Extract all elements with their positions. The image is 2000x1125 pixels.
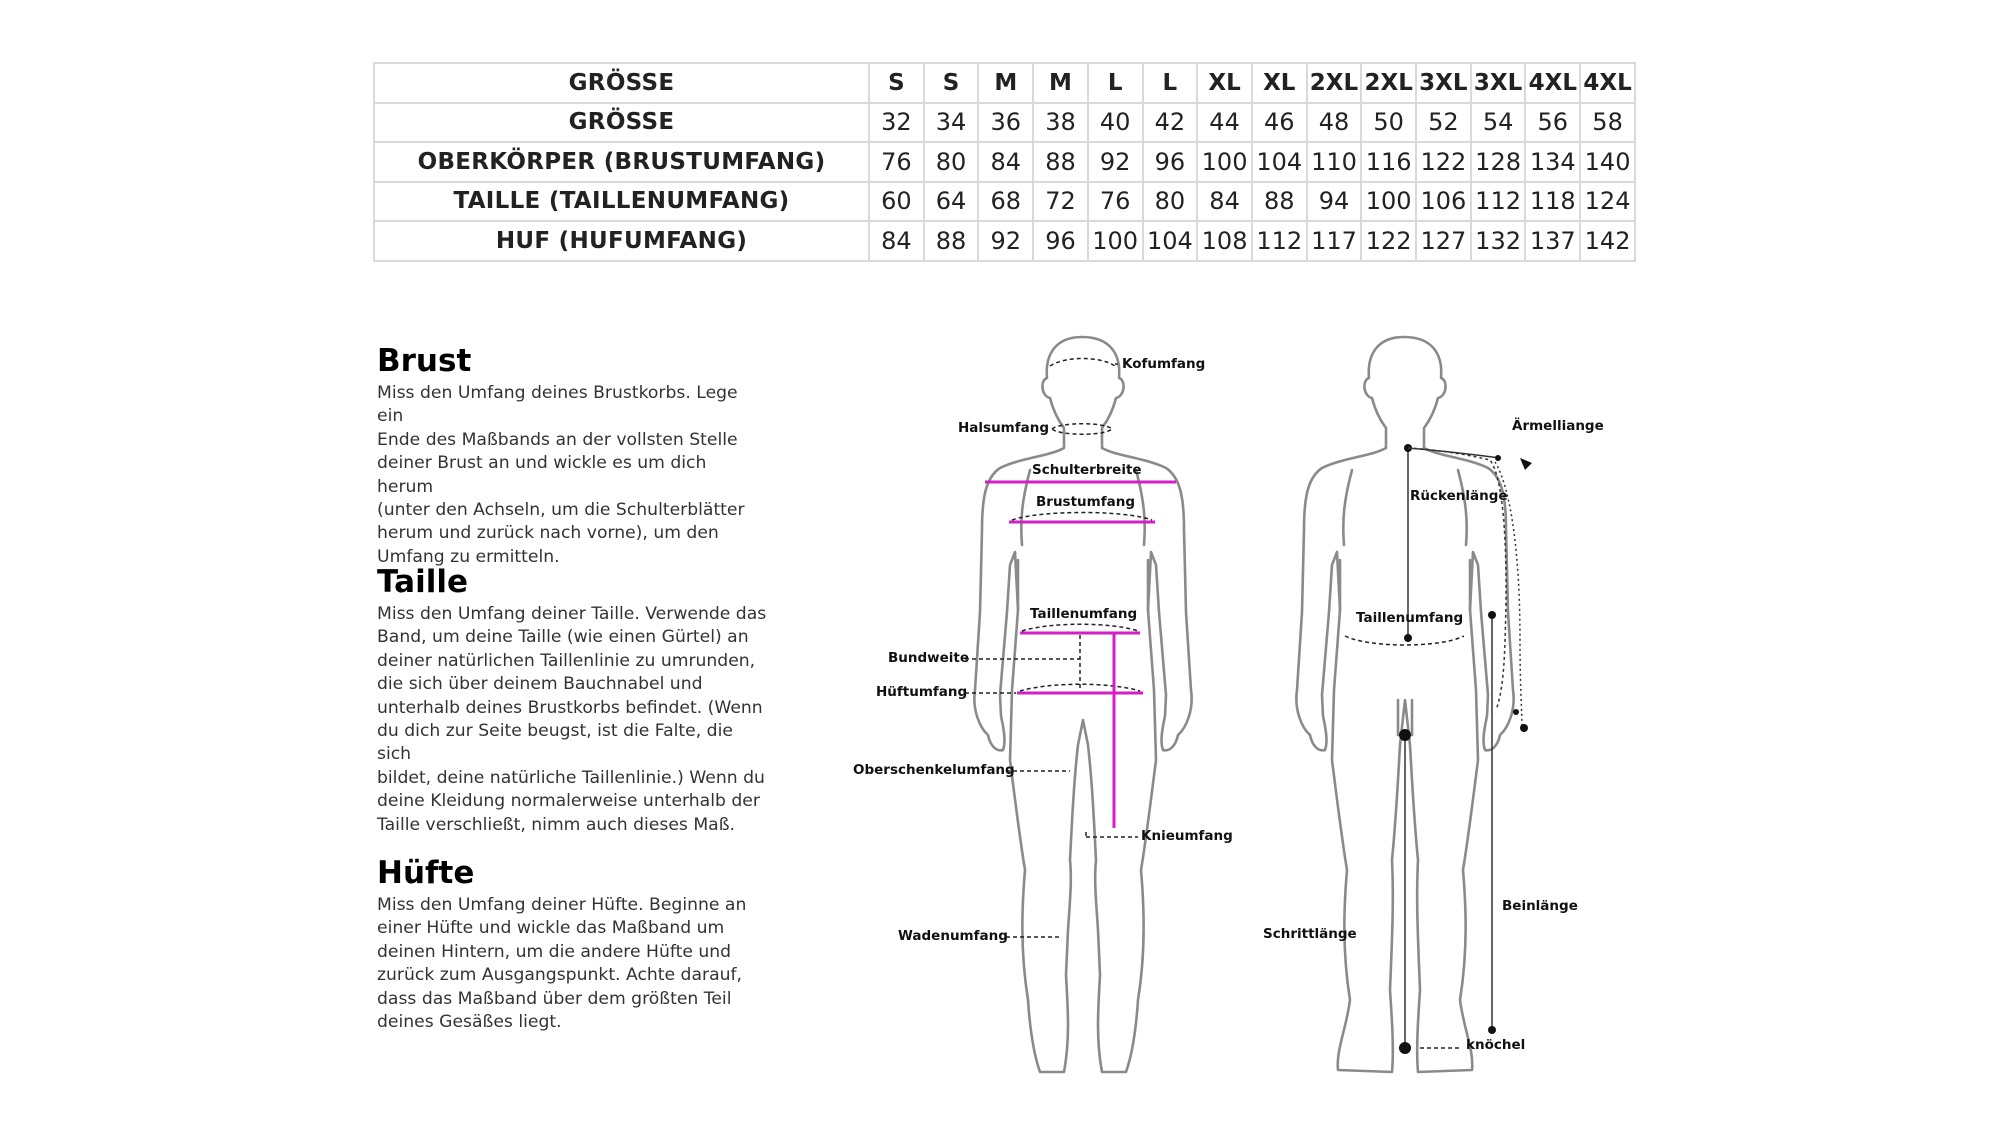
table-cell: 38 [1033, 103, 1088, 143]
table-cell: 88 [924, 221, 979, 261]
sleeve-start-dot [1495, 455, 1501, 461]
text-line: Miss den Umfang deiner Hüfte. Beginne an [377, 895, 747, 915]
head-measure-line [1050, 359, 1115, 367]
text-line: deiner natürlichen Taillenlinie zu umrunden, [377, 650, 756, 671]
table-cell: 80 [924, 142, 979, 182]
table-cell: 32 [869, 103, 924, 143]
table-cell: 76 [869, 142, 924, 182]
table-cell: 92 [978, 221, 1033, 261]
label-hueftumfang: Hüftumfang [876, 684, 968, 700]
text-line: die sich über deinem Bauchnabel und [377, 674, 703, 695]
table-cell: 76 [1088, 182, 1143, 222]
table-cell: 117 [1307, 221, 1362, 261]
table-cell: 56 [1525, 103, 1580, 143]
sleeve-mid-dot [1513, 709, 1519, 715]
table-cell: 134 [1525, 142, 1580, 182]
label-beinlaenge: Beinlänge [1502, 898, 1578, 914]
text-line: (unter den Achseln, um die Schulterblätter [377, 500, 745, 521]
table-cell: 140 [1580, 142, 1635, 182]
table-cell: 127 [1416, 221, 1471, 261]
table-cell: 100 [1197, 142, 1252, 182]
section-title-taille: Taille [377, 564, 468, 600]
table-cell: 118 [1525, 182, 1580, 222]
table-cell: 96 [1143, 142, 1198, 182]
table-cell: 112 [1252, 221, 1307, 261]
chest-arc [1012, 513, 1152, 521]
text-line: deines Gesäßes liegt. [377, 1012, 562, 1033]
row-header: GRÖSSE [374, 103, 869, 143]
table-cell: 84 [869, 221, 924, 261]
table-cell: 104 [1143, 221, 1198, 261]
label-aermellaenge: Ärmelliange [1512, 418, 1604, 434]
text-line: Taille verschließt, nimm auch dieses Maß. [377, 814, 735, 835]
table-cell: 3XL [1471, 63, 1526, 103]
table-cell: 2XL [1307, 63, 1362, 103]
label-halsumfang: Halsumfang [958, 420, 1050, 436]
section-title-huefte: Hüfte [377, 855, 475, 891]
table-cell: 132 [1471, 221, 1526, 261]
table-cell: 36 [978, 103, 1033, 143]
table-cell: 96 [1033, 221, 1088, 261]
table-cell: 108 [1197, 221, 1252, 261]
table-cell: 40 [1088, 103, 1143, 143]
table-cell: 116 [1361, 142, 1416, 182]
table-cell: 44 [1197, 103, 1252, 143]
text-line: Miss den Umfang deines Brustkorbs. Lege ein [377, 383, 738, 427]
front-inner-arm-left [1018, 470, 1030, 610]
table-cell: S [869, 63, 924, 103]
table-cell: 106 [1416, 182, 1471, 222]
label-wadenumfang: Wadenumfang [898, 928, 1008, 944]
table-cell: 88 [1252, 182, 1307, 222]
front-figure [853, 337, 1233, 1072]
table-cell: 48 [1307, 103, 1362, 143]
row-header: GRÖSSE [374, 63, 869, 103]
table-cell: L [1143, 63, 1198, 103]
label-bundweite: Bundweite [888, 650, 970, 666]
back-length-end-dot [1404, 634, 1412, 642]
table-cell: 34 [924, 103, 979, 143]
label-schulterbreite: Schulterbreite [1032, 462, 1142, 478]
table-cell: 72 [1033, 182, 1088, 222]
table-cell: 100 [1088, 221, 1143, 261]
sleeve-end-dot [1520, 724, 1528, 732]
text-line: du dich zur Seite beugst, ist die Falte, die sich [377, 721, 733, 765]
table-cell: 124 [1580, 182, 1635, 222]
text-line: Miss den Umfang deiner Taille. Verwende das [377, 604, 767, 624]
table-cell: 110 [1307, 142, 1362, 182]
text-line: zurück zum Ausgangspunkt. Achte darauf, [377, 965, 743, 986]
label-brustumfang: Brustumfang [1036, 494, 1135, 510]
table-cell: 122 [1361, 221, 1416, 261]
table-cell: 94 [1307, 182, 1362, 222]
label-taillenumfang-back: Taillenumfang [1356, 610, 1464, 626]
table-cell: 84 [1197, 182, 1252, 222]
table-cell: 80 [1143, 182, 1198, 222]
table-cell: M [978, 63, 1033, 103]
waist-arc [1022, 624, 1138, 631]
table-cell: 112 [1471, 182, 1526, 222]
arrow-icon [1520, 458, 1532, 470]
leg-length-end-dot [1488, 1026, 1496, 1034]
table-cell: 122 [1416, 142, 1471, 182]
table-cell: 84 [978, 142, 1033, 182]
text-line: deine Kleidung normalerweise unterhalb der [377, 791, 760, 812]
table-cell: 137 [1525, 221, 1580, 261]
inseam-start-dot [1399, 729, 1411, 741]
table-cell: 58 [1580, 103, 1635, 143]
table-cell: 42 [1143, 103, 1198, 143]
row-header: HUF (HUFUMFANG) [374, 221, 869, 261]
inseam-end-dot [1399, 1042, 1411, 1054]
text-line: deinen Hintern, um die andere Hüfte und [377, 941, 732, 962]
table-cell: 100 [1361, 182, 1416, 222]
back-figure [1263, 337, 1604, 1072]
table-cell: 142 [1580, 221, 1635, 261]
text-line: einer Hüfte und wickle das Maßband um [377, 918, 725, 939]
table-cell: 2XL [1361, 63, 1416, 103]
section-title-brust: Brust [377, 343, 472, 379]
label-taillenumfang-front: Taillenumfang [1030, 606, 1138, 622]
row-header: OBERKÖRPER (BRUSTUMFANG) [374, 142, 869, 182]
text-line: Ende des Maßbands an der vollsten Stelle [377, 429, 738, 450]
table-cell: 46 [1252, 103, 1307, 143]
table-cell: 88 [1033, 142, 1088, 182]
table-cell: 4XL [1525, 63, 1580, 103]
table-cell: 60 [869, 182, 924, 222]
table-cell: 54 [1471, 103, 1526, 143]
label-rueckenlaenge: Rückenlänge [1410, 488, 1508, 504]
table-cell: M [1033, 63, 1088, 103]
row-header: TAILLE (TAILLENUMFANG) [374, 182, 869, 222]
table-cell: 4XL [1580, 63, 1635, 103]
table-cell: 52 [1416, 103, 1471, 143]
label-schrittlaenge: Schrittlänge [1263, 926, 1357, 942]
table-cell: 68 [978, 182, 1033, 222]
table-cell: 64 [924, 182, 979, 222]
table-cell: XL [1252, 63, 1307, 103]
front-silhouette [974, 337, 1191, 1072]
leg-length-start-dot [1488, 611, 1496, 619]
label-knoechel: knöchel [1466, 1037, 1526, 1053]
table-cell: 104 [1252, 142, 1307, 182]
text-line: Band, um deine Taille (wie einen Gürtel) an [377, 627, 749, 648]
table-cell: 128 [1471, 142, 1526, 182]
text-line: deiner Brust an und wickle es um dich herum [377, 453, 707, 497]
table-cell: XL [1197, 63, 1252, 103]
text-line: herum und zurück nach vorne), um den [377, 523, 719, 544]
label-knieumfang: Knieumfang [1141, 828, 1233, 844]
text-line: Umfang zu ermitteln. [377, 546, 560, 567]
label-kopfumfang: Kofumfang [1122, 356, 1206, 372]
table-cell: L [1088, 63, 1143, 103]
back-inner-arm-left [1340, 470, 1352, 610]
text-line: dass das Maßband über dem größten Teil [377, 988, 732, 1009]
label-oberschenkelumfang: Oberschenkelumfang [853, 762, 1015, 778]
table-cell: 92 [1088, 142, 1143, 182]
table-cell: 3XL [1416, 63, 1471, 103]
text-line: bildet, deine natürliche Taillenlinie.) Wenn du [377, 767, 765, 788]
table-cell: S [924, 63, 979, 103]
table-cell: 50 [1361, 103, 1416, 143]
text-line: unterhalb deines Brustkorbs befindet. (Wenn [377, 697, 763, 718]
front-inner-arm-right [1136, 470, 1148, 610]
